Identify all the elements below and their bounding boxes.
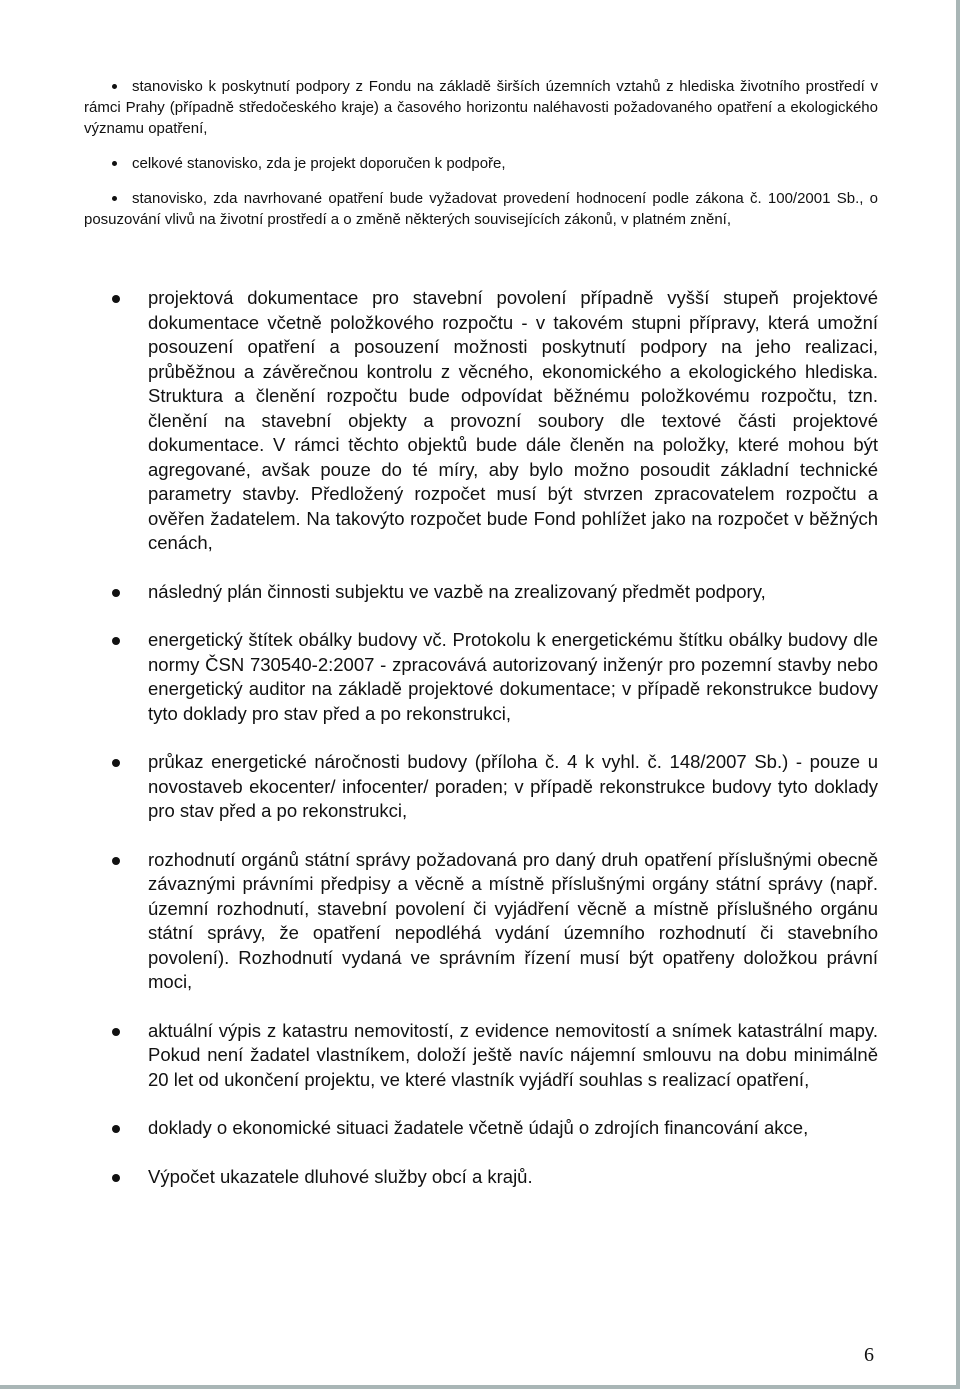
- list-item: projektová dokumentace pro stavební povolení případně vyšší stupeň projektové dokumentace včetně položkového rozpočtu - v takovém stupni přípravy, která umožní posouzení opatření a posouzení možnosti poskytnutí podpory na jeho realizaci, průběžnou a závěrečnou kontrolu z věcného, ekonomického a ekologického hlediska. Struktura a členění rozpočtu bude odpovídat běžnému položkovému rozpočtu, tzn. členění na stavební objekty a provozní soubory dle textové části projektové dokumentace. V rámci těchto objektů bude dále členěn na položky, které mohou být agregované, avšak pouze do té míry, aby bylo možno posoudit základní technické parametry stavby. Předložený rozpočet musí být stvrzen zpracovatelem rozpočtu a ověřen žadatelem. Na takovýto rozpočet bude Fond pohlížet jako na rozpočet v běžných cenách,: [112, 286, 878, 556]
- list-item: doklady o ekonomické situaci žadatele včetně údajů o zdrojích financování akce,: [112, 1116, 878, 1141]
- criteria-list: [84, 76, 878, 244]
- bullet-icon: [112, 1174, 120, 1182]
- bullet-icon: [112, 1125, 120, 1133]
- list-item: energetický štítek obálky budovy vč. Protokolu k energetickému štítku obálky budovy dle normy ČSN 730540-2:2007 - zpracovává autorizovaný inženýr pro pozemní stavby nebo energetický auditor na základě projektové dokumentace; v případě rekonstrukce budovy tyto doklady pro stav před a po rekonstrukci,: [112, 628, 878, 726]
- list-item: celkové stanovisko, zda je projekt doporučen k podpoře,: [84, 153, 878, 174]
- bullet-icon: [112, 196, 117, 201]
- bullet-icon: [112, 857, 120, 865]
- bullet-icon: [112, 84, 117, 89]
- list-item: následný plán činnosti subjektu ve vazbě na zrealizovaný předmět podpory,: [112, 580, 878, 605]
- list-item: stanovisko k poskytnutí podpory z Fondu na základě širších územních vztahů z hlediska životního prostředí v rámci Prahy (případně středočeského kraje) a časového horizontu naléhavosti požadovaného opatření a ekologického významu opatření,: [84, 78, 878, 137]
- list-item: průkaz energetické náročnosti budovy (příloha č. 4 k vyhl. č. 148/2007 Sb.) - pouze u novostaveb ekocenter/ infocenter/ poraden; v případě rekonstrukce budovy tyto doklady pro stav před a po rekonstrukci,: [112, 750, 878, 824]
- bullet-icon: [112, 1028, 120, 1036]
- bullet-icon: [112, 759, 120, 767]
- list-item: stanovisko, zda navrhované opatření bude vyžadovat provedení hodnocení podle zákona č. 100/2001 Sb., o posuzování vlivů na životní prostředí a o změně některých souvisejících zákonů, v platném znění,: [84, 190, 878, 228]
- list-item: Výpočet ukazatele dluhové služby obcí a krajů.: [112, 1165, 878, 1190]
- bullet-icon: [112, 637, 120, 645]
- attachments-list: [112, 286, 878, 1213]
- bullet-icon: [112, 589, 120, 597]
- list-item: aktuální výpis z katastru nemovitostí, z evidence nemovitostí a snímek katastrální mapy. Pokud není žadatel vlastníkem, doloží ještě navíc nájemní smlouvu na dobu minimálně 20 let od ukončení projektu, ve které vlastník vyjádří souhlas s realizací opatření,: [112, 1019, 878, 1093]
- page-number: 6: [864, 1344, 874, 1366]
- list-item: rozhodnutí orgánů státní správy požadovaná pro daný druh opatření příslušnými obecně závaznými právními předpisy a věcně a místně příslušnými orgány státní správy (např. územní rozhodnutí, stavební povolení či vyjádření věcně a místně příslušného orgánu státní správy, že opatření nepodléhá vydání územního rozhodnutí či stavebního povolení). Rozhodnutí vydaná ve správním řízení musí být opatřeny doložkou právní moci,: [112, 848, 878, 995]
- bullet-icon: [112, 161, 117, 166]
- bullet-icon: [112, 295, 120, 303]
